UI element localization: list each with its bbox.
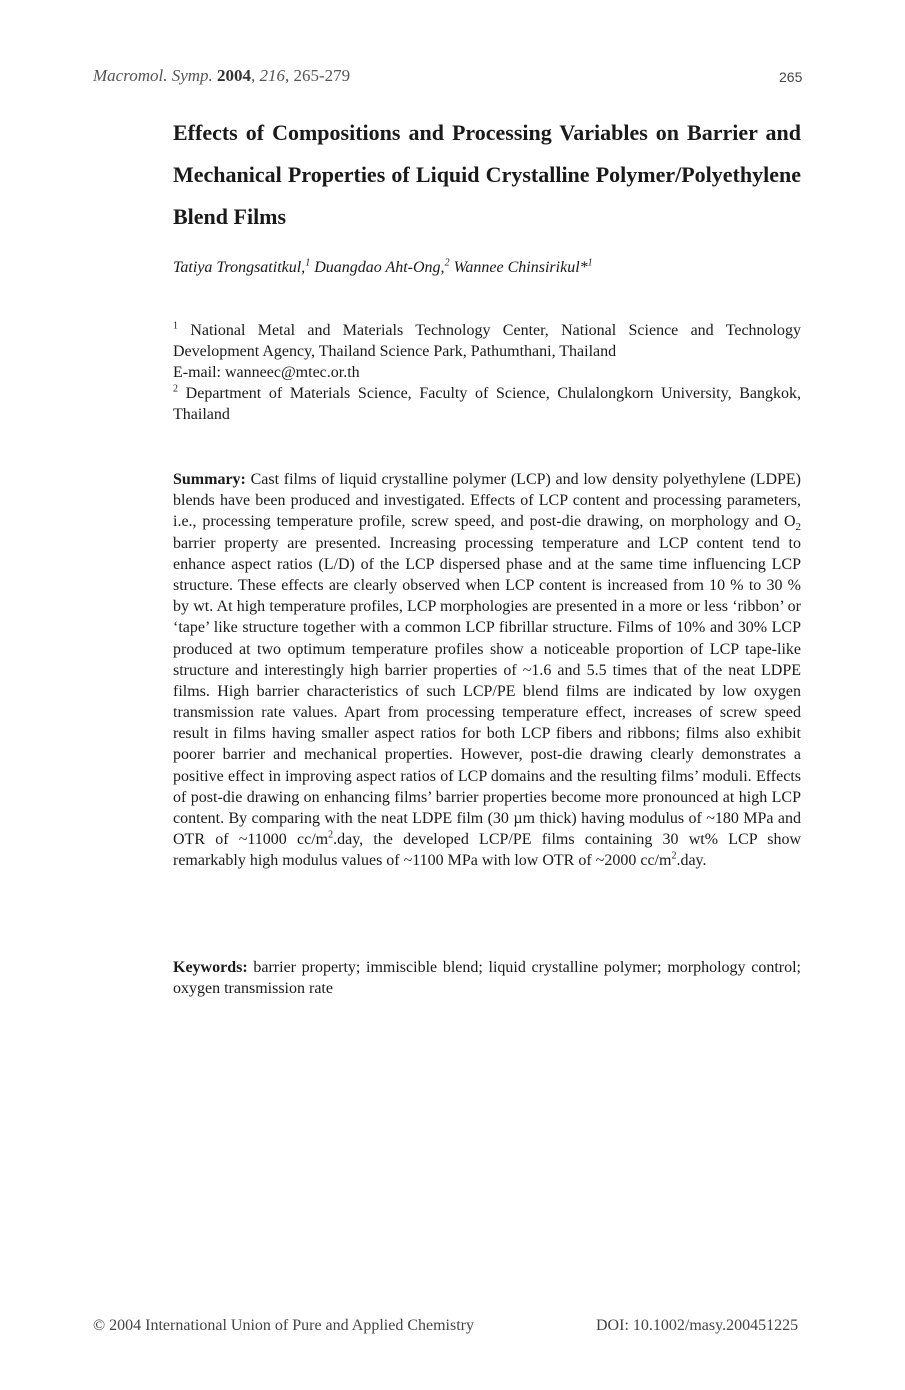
author-name: Wannee Chinsirikul* — [453, 259, 588, 276]
affiliation-1 — [173, 320, 801, 362]
affiliation-mark: 2 — [173, 383, 178, 395]
subscript: 2 — [795, 521, 801, 534]
superscript: 2 — [328, 829, 334, 841]
affiliation-email: E-mail: wanneec@mtec.or.th — [173, 364, 360, 381]
affiliation-mark: 1 — [173, 320, 178, 332]
affiliation-text: Department of Materials Science, Faculty of Science, Chulalongkorn University, Bangkok, Thailand — [173, 385, 802, 423]
copyright-notice: © 2004 International Union of Pure and Applied Chemistry — [93, 1317, 474, 1334]
abstract-text: Cast films of liquid crystalline polymer (LCP) and low density polyethylene (LDPE) blends have been produced and investigated. Effects of LCP content and processing parameters, i.e., processing temperature profile, screw speed, and post-die drawing, on morphology and O — [173, 471, 802, 531]
author-affil-mark: 1 — [587, 257, 593, 269]
doi: DOI: 10.1002/masy.200451225 — [596, 1317, 799, 1334]
affiliation-text: National Metal and Materials Technology Center, National Science and Technology Development Agency, Thailand Science Park, Pathumthani, Thailand — [173, 322, 802, 360]
author-name: Duangdao Aht-Ong, — [314, 259, 445, 276]
abstract-label: Summary: — [173, 471, 246, 488]
page-number: 265 — [779, 69, 803, 85]
author-affil-mark: 2 — [444, 257, 450, 269]
journal-pages: 265-279 — [293, 66, 351, 85]
abstract-text: .day. — [676, 852, 707, 870]
author-list — [173, 259, 593, 277]
paper-title: Effects of Compositions and Processing Variables on Barrier and Mechanical Properties of Liquid Crystalline Polymer/Polyethylene Blend Films — [173, 120, 801, 229]
journal-volume: 216 — [259, 66, 286, 85]
journal-year: 2004 — [217, 66, 252, 85]
abstract — [173, 469, 801, 872]
author-affil-mark: 1 — [305, 257, 311, 269]
author-name: Tatiya Trongsatitkul, — [173, 259, 306, 276]
superscript: 2 — [671, 851, 677, 863]
journal-name: Macromol. Symp. — [93, 66, 213, 85]
abstract-text: barrier property are presented. Increasing processing temperature and LCP content tend to enhance aspect ratios (L/D) of the LCP dispersed phase and at the same time influencing LCP structure. These effects are clearly observed when LCP content is increased from 10 % to 30 % by wt. At high temperature profiles, LCP morphologies are presented in a more or less ‘ribbon’ or ‘tape’ like structure together with a common LCP fibrillar structure. Films of 10% and 30% LCP produced at two optimum temperature profiles show a noticeable proportion of LCP tape-like structure and interestingly high barrier properties of ~1.6 and 5.5 times that of the neat LDPE films. High barrier characteristics of such LCP/PE blend films are indicated by low oxygen transmission rate values. Apart from processing temperature effect, increases of screw speed result in films having smaller aspect ratios for both LCP fibers and ribbons; films also exhibit poorer barrier and mechanical properties. However, post-die drawing clearly demonstrates a positive effect in improving aspect ratios of LCP domains and the resulting films’ moduli. Effects of post-die drawing on enhancing films’ barrier properties become more pronounced at high LCP content. By comparing with the neat LDPE film (30 µm thick) having modulus of ~180 MPa and OTR of ~11000 cc/m — [173, 534, 801, 849]
abstract-text: .day, the developed LCP/PE films containing 30 wt% LCP show remarkably high modulus values of ~1100 MPa with low OTR of ~2000 cc/m — [173, 831, 802, 870]
journal-citation: Macromol. Symp. 2004, 216, 265-279 — [93, 66, 351, 85]
keywords-text: barrier property; immiscible blend; liquid crystalline polymer; morphology control; oxygen transmission rate — [173, 959, 802, 997]
affiliations — [173, 320, 801, 425]
keywords — [173, 957, 801, 999]
keywords-label: Keywords: — [173, 959, 248, 976]
affiliation-2 — [173, 383, 801, 425]
